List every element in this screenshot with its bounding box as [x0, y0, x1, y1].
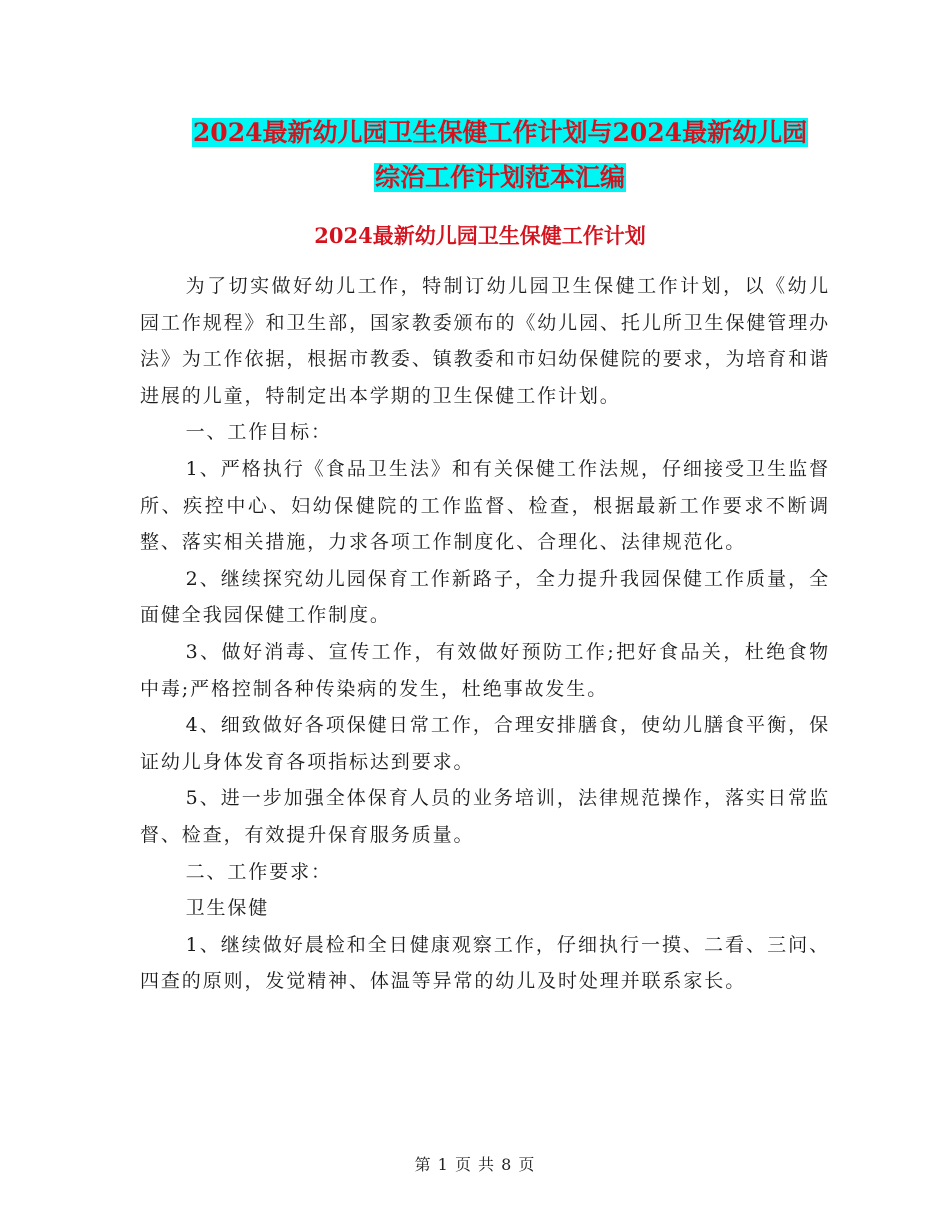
document-title: [140, 110, 860, 200]
paragraph-requirement-1: 1、继续做好晨检和全日健康观察工作，仔细执行一摸、二看、三问、四查的原则，发觉精神、体温等异常的幼儿及时处理并联系家长。: [140, 933, 830, 993]
title-line-2: 综治工作计划范本汇编: [374, 163, 625, 192]
heading-goals: 一、工作目标：: [185, 421, 332, 444]
document-body: [140, 268, 830, 1000]
heading-hygiene: 卫生保健: [185, 897, 270, 920]
paragraph-goal-1: 1、严格执行《食品卫生法》和有关保健工作法规，仔细接受卫生监督所、疾控中心、妇幼保健院的工作监督、检查，根据最新工作要求不断调整、落实相关措施，力求各项工作制度化、合理化、法律规范化。: [140, 457, 830, 554]
paragraph-goal-5: 5、进一步加强全体保育人员的业务培训，法律规范操作，落实日常监督、检查，有效提升保育服务质量。: [140, 787, 830, 846]
paragraph-intro: 为了切实做好幼儿工作，特制订幼儿园卫生保健工作计划，以《幼儿园工作规程》和卫生部，国家教委颁布的《幼儿园、托儿所卫生保健管理办法》为工作依据，根据市教委、镇教委和市妇幼保健院的要求，为培育和谐进展的儿童，特制定出本学期的卫生保健工作计划。: [140, 275, 830, 407]
paragraph-goal-4: 4、细致做好各项保健日常工作，合理安排膳食，使幼儿膳食平衡，保证幼儿身体发育各项指标达到要求。: [140, 714, 830, 773]
heading-requirements: 二、工作要求：: [185, 860, 332, 883]
section-title: 2024最新幼儿园卫生保健工作计划: [314, 223, 646, 248]
paragraph-goal-3: 3、做好消毒、宣传工作，有效做好预防工作;把好食品关，杜绝食物中毒;严格控制各种传染病的发生，杜绝事故发生。: [140, 640, 830, 700]
page-footer: 第 1 页 共 8 页: [414, 1155, 536, 1174]
paragraph-goal-2: 2、继续探究幼儿园保育工作新路子，全力提升我园保健工作质量，全面健全我园保健工作制度。: [140, 567, 830, 627]
title-line-1: 2024最新幼儿园卫生保健工作计划与2024最新幼儿园: [192, 118, 808, 147]
